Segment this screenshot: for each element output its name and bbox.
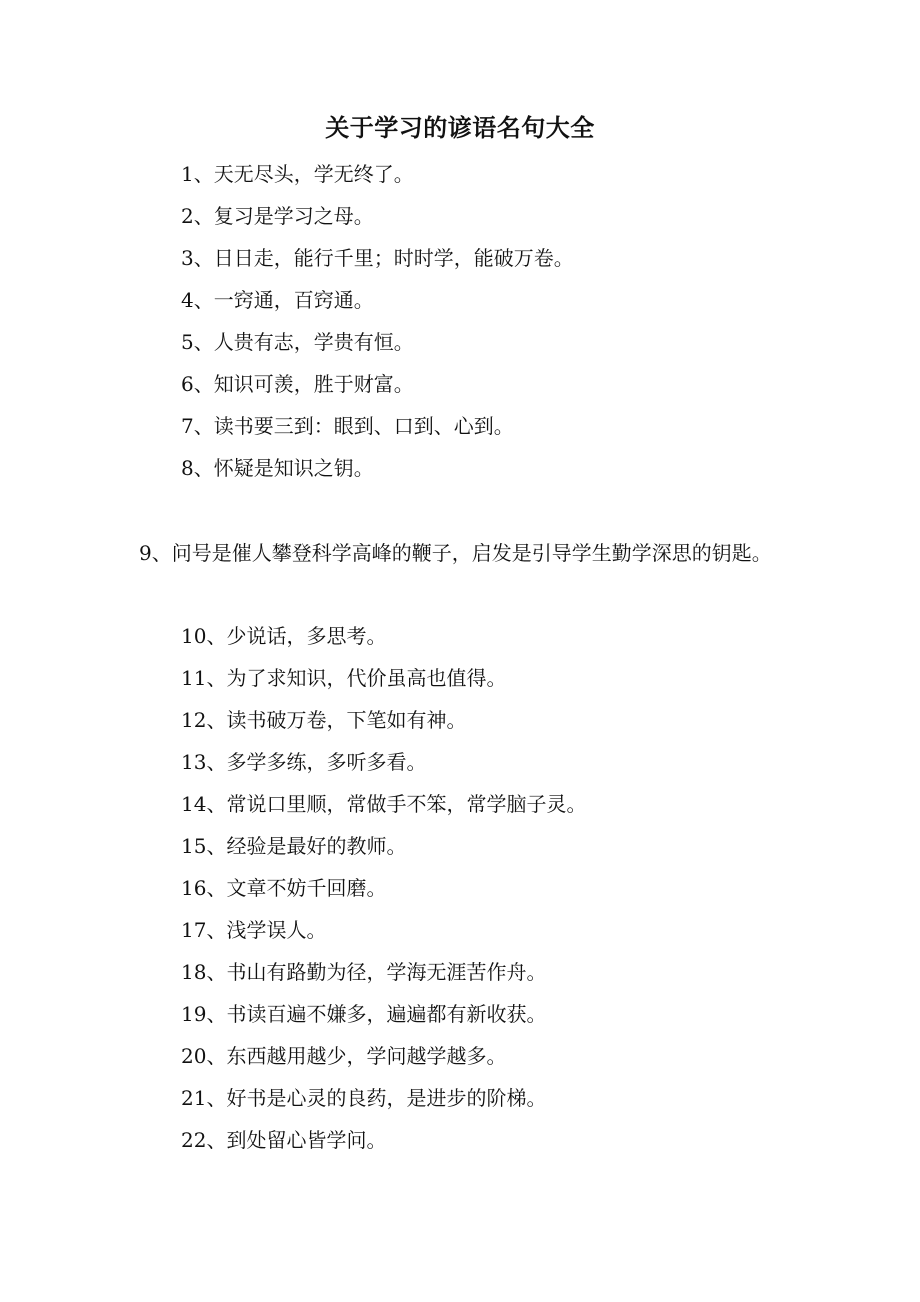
proverb-item-19: 19、书读百遍不嫌多，遍遍都有新收获。 — [181, 1002, 547, 1026]
proverb-item-2: 2、复习是学习之母。 — [181, 204, 374, 228]
proverb-item-9: 9、问号是催人攀登科学高峰的鞭子，启发是引导学生勤学深思的钥匙。 — [139, 541, 772, 565]
proverb-item-13: 13、多学多练，多听多看。 — [181, 750, 427, 774]
proverb-item-3: 3、日日走，能行千里；时时学，能破万卷。 — [181, 246, 574, 270]
proverb-item-7: 7、读书要三到：眼到、口到、心到。 — [181, 414, 514, 438]
proverb-item-12: 12、读书破万卷，下笔如有神。 — [181, 708, 467, 732]
proverb-item-1: 1、天无尽头，学无终了。 — [181, 162, 414, 186]
proverb-item-5: 5、人贵有志，学贵有恒。 — [181, 330, 414, 354]
proverb-item-14: 14、常说口里顺，常做手不笨，常学脑子灵。 — [181, 792, 587, 816]
document-title: 关于学习的谚语名句大全 — [325, 113, 595, 142]
proverb-item-15: 15、经验是最好的教师。 — [181, 834, 407, 858]
proverb-item-6: 6、知识可羡，胜于财富。 — [181, 372, 414, 396]
proverb-item-4: 4、一窍通，百窍通。 — [181, 288, 374, 312]
proverb-item-17: 17、浅学误人。 — [181, 918, 327, 942]
proverb-item-21: 21、好书是心灵的良药，是进步的阶梯。 — [181, 1086, 547, 1110]
proverb-item-11: 11、为了求知识，代价虽高也值得。 — [181, 666, 507, 690]
proverb-item-10: 10、少说话，多思考。 — [181, 624, 387, 648]
proverb-item-18: 18、书山有路勤为径，学海无涯苦作舟。 — [181, 960, 547, 984]
proverb-item-20: 20、东西越用越少，学问越学越多。 — [181, 1044, 507, 1068]
proverb-item-16: 16、文章不妨千回磨。 — [181, 876, 387, 900]
proverb-item-8: 8、怀疑是知识之钥。 — [181, 456, 374, 480]
proverb-item-22: 22、到处留心皆学问。 — [181, 1128, 387, 1152]
